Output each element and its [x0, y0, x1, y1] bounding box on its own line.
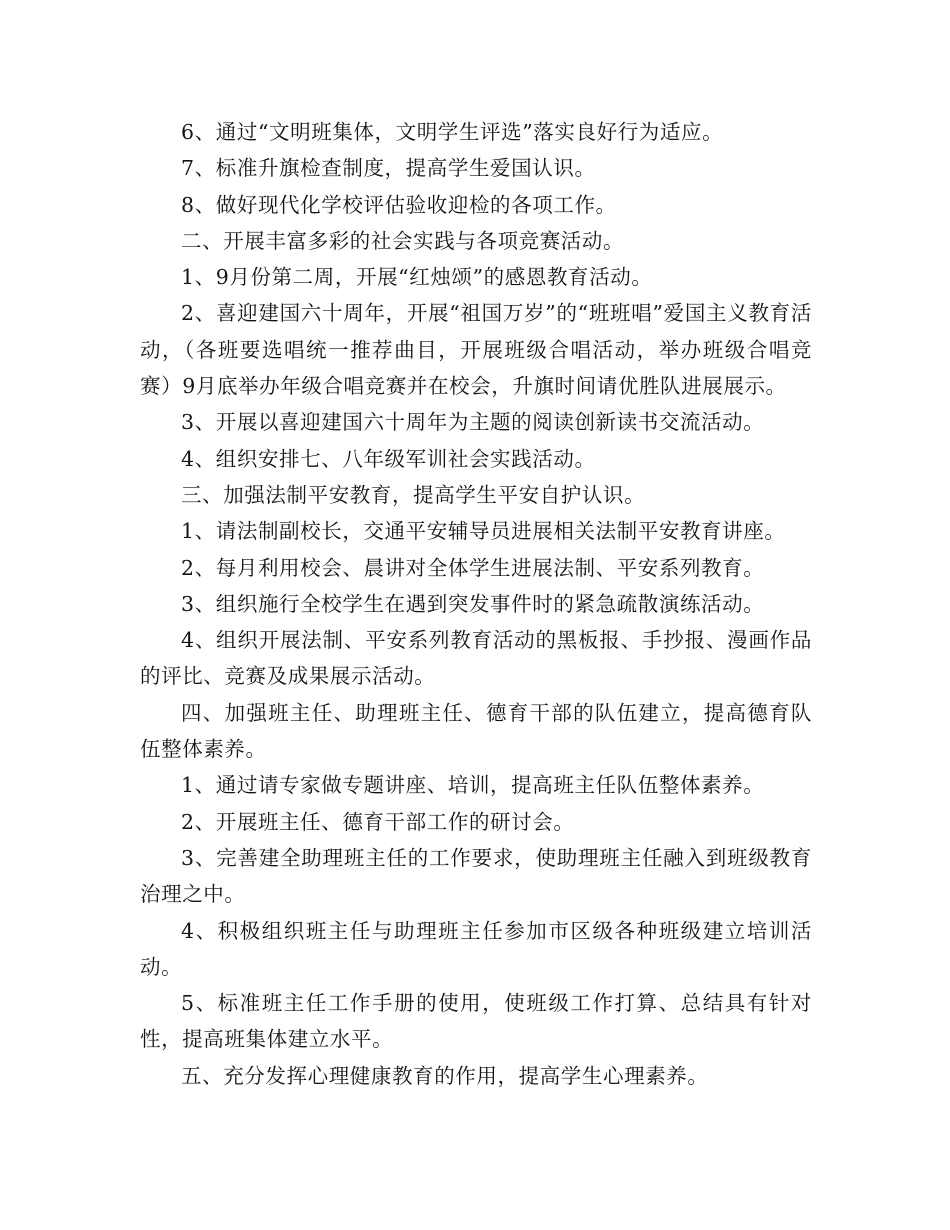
section-heading-3: 三、加强法制平安教育，提高学生平安自护认识。 [181, 482, 646, 507]
paragraph-item-4-3: 3、完善建全助理班主任的工作要求，使助理班主任融入到班级教育治理之中。 [140, 845, 812, 907]
paragraph-item-2-4: 4、组织安排七、八年级军训社会实践活动。 [181, 446, 596, 471]
paragraph-item-6: 6、通过“文明班集体，文明学生评选”落实良好行为适应。 [181, 120, 724, 144]
paragraph-item-8: 8、做好现代化学校评估验收迎检的各项工作。 [181, 192, 617, 217]
paragraph-item-3-2: 2、每月利用校会、晨讲对全体学生进展法制、平安系列教育。 [181, 555, 765, 580]
section-heading-5: 五、充分发挥心理健康教育的作用，提高学生心理素养。 [181, 1063, 709, 1088]
paragraph-item-7: 7、标准升旗检查制度，提高学生爱国认识。 [181, 156, 596, 181]
document-body [140, 114, 812, 1094]
paragraph-item-2-3: 3、开展以喜迎建国六十周年为主题的阅读创新读书交流活动。 [181, 410, 765, 435]
section-heading-2: 二、开展丰富多彩的社会实践与各项竞赛活动。 [181, 228, 625, 253]
paragraph-item-3-4: 4、组织开展法制、平安系列教育活动的黑板报、手抄报、漫画作品的评比、竞赛及成果展示活动。 [140, 628, 812, 689]
section-heading-4: 四、加强班主任、助理班主任、德育干部的队伍建立，提高德育队伍整体素养。 [140, 700, 812, 762]
paragraph-item-4-2: 2、开展班主任、德育干部工作的研讨会。 [181, 809, 575, 834]
paragraph-item-4-4: 4、积极组织班主任与助理班主任参加市区级各种班级建立培训活动。 [140, 918, 812, 979]
paragraph-item-3-3: 3、组织施行全校学生在遇到突发事件时的紧急疏散演练活动。 [181, 591, 765, 616]
paragraph-item-2-2: 2、喜迎建国六十周年，开展“祖国万岁”的“班班唱”爱国主义教育活动，（各班要选唱统一推荐曲目，开展班级合唱活动，举办班级合唱竞赛）9月底举办年级合唱竞赛并在校会，升旗时间请优胜队进展展示。 [140, 301, 812, 399]
paragraph-item-3-1: 1、请法制副校长，交通平安辅导员进展相关法制平安教育讲座。 [181, 519, 786, 544]
paragraph-item-2-1: 1、9月份第二周，开展“红烛颂”的感恩教育活动。 [181, 265, 653, 290]
paragraph-item-4-1: 1、通过请专家做专题讲座、培训，提高班主任队伍整体素养。 [181, 773, 765, 798]
paragraph-item-4-5: 5、标准班主任工作手册的使用，使班级工作打算、总结具有针对性，提高班集体建立水平。 [140, 991, 812, 1052]
